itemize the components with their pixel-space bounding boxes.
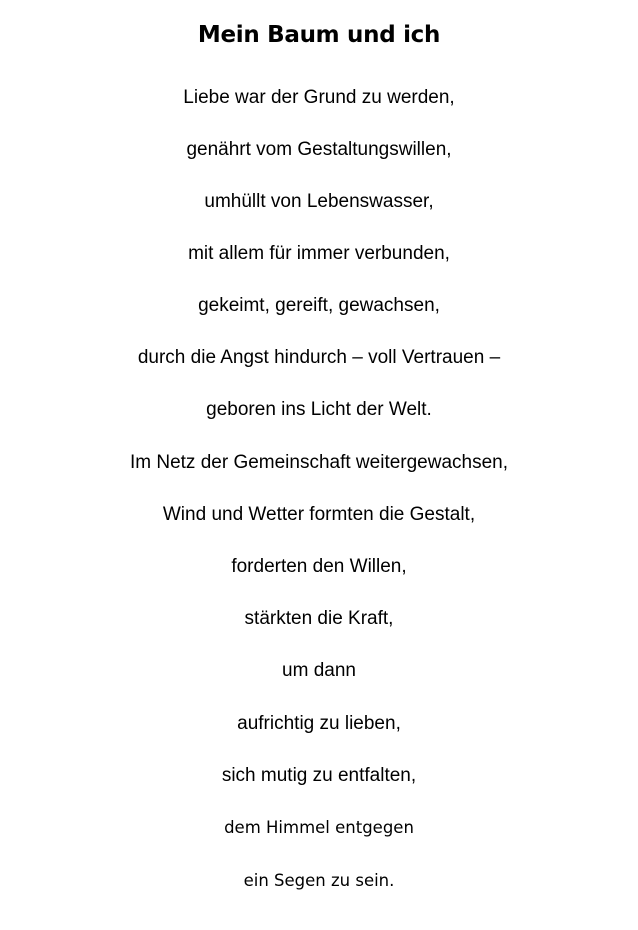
poem-line: genährt vom Gestaltungswillen, bbox=[186, 139, 452, 160]
poem-line: Liebe war der Grund zu werden, bbox=[183, 87, 455, 108]
poem-line: durch die Angst hindurch – voll Vertrauen – bbox=[137, 347, 501, 368]
poem-line: Wind und Wetter formten die Gestalt, bbox=[162, 504, 476, 525]
poem-line: um dann bbox=[282, 660, 356, 681]
poem-line: sich mutig zu entfalten, bbox=[221, 765, 417, 786]
poem-line: aufrichtig zu lieben, bbox=[237, 713, 401, 734]
poem-line: geboren ins Licht der Welt. bbox=[206, 399, 432, 420]
poem-title: Mein Baum und ich bbox=[197, 22, 441, 48]
poem-line: umhüllt von Lebenswasser, bbox=[204, 191, 434, 212]
poem-line: dem Himmel entgegen bbox=[224, 818, 414, 837]
poem-line: mit allem für immer verbunden, bbox=[188, 243, 450, 264]
poem-line: stärkten die Kraft, bbox=[244, 608, 394, 629]
poem-line: forderten den Willen, bbox=[231, 556, 407, 577]
poem-line: gekeimt, gereift, gewachsen, bbox=[198, 295, 440, 316]
poem-line: ein Segen zu sein. bbox=[243, 871, 395, 890]
poem-line: Im Netz der Gemeinschaft weitergewachsen, bbox=[129, 452, 509, 473]
